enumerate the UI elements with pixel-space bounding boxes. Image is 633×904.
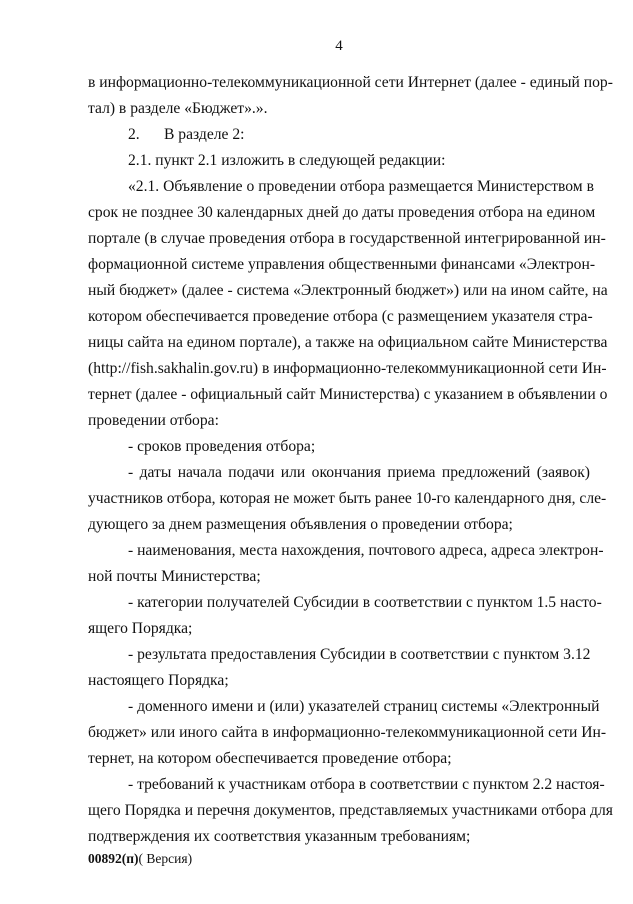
document-version: ( Версия) [138, 851, 193, 866]
list-item-text: В разделе 2: [164, 126, 245, 143]
text-line: портале (в случае проведения отбора в государственной интегрированной ин- [88, 230, 606, 247]
text-line: срок не позднее 30 календарных дней до даты проведения отбора на едином [88, 204, 596, 221]
text-line: подтверждения их соответствия указанным требованиям; [88, 828, 471, 845]
text-line: бюджет» или иного сайта в информационно-телекоммуникационной сети Ин- [88, 724, 607, 741]
list-item-number: 2. [128, 126, 140, 143]
text-line: формационной системе управления общественными финансами «Электрон- [88, 256, 596, 273]
text-line: щего Порядка и перечня документов, представляемых участниками отбора для [88, 802, 613, 819]
text-line: - даты начала подачи или окончания приема предложений (заявок) [128, 464, 590, 481]
text-line: «2.1. Объявление о проведении отбора размещается Министерством в [128, 178, 594, 195]
text-line: (http://fish.sakhalin.gov.ru) в информационно-телекоммуникационной сети Ин- [88, 360, 607, 377]
text-line: - наименования, места нахождения, почтового адреса, адреса электрон- [128, 542, 604, 559]
text-line: - категории получателей Субсидии в соответствии с пунктом 1.5 насто- [128, 594, 602, 611]
text-line: проведении отбора: [88, 412, 219, 429]
text-line: настоящего Порядка; [88, 672, 229, 689]
text-line: тернет, на котором обеспечивается проведение отбора; [88, 750, 452, 767]
document-footer [88, 850, 192, 868]
text-line: участников отбора, которая не может быть ранее 10-го календарного дня, сле- [88, 490, 607, 507]
text-line: в информационно-телекоммуникационной сети Интернет (далее - единый пор- [88, 74, 613, 91]
text-line: тал) в разделе «Бюджет».». [88, 100, 268, 117]
text-line: ящего Порядка; [88, 620, 193, 637]
text-line: ницы сайта на едином портале), а также на официальном сайте Министерства [88, 334, 608, 351]
text-line: ной почты Министерства; [88, 568, 261, 585]
text-line: дующего за днем размещения объявления о проведении отбора; [88, 516, 513, 533]
page-number: 4 [335, 38, 343, 54]
text-line: - результата предоставления Субсидии в соответствии с пунктом 3.12 [128, 646, 591, 663]
text-line: - доменного имени и (или) указателей страниц системы «Электронный [128, 698, 600, 715]
text-line: - требований к участникам отбора в соответствии с пунктом 2.2 настоя- [128, 776, 605, 793]
text-line: котором обеспечивается проведение отбора (с размещением указателя стра- [88, 308, 593, 325]
text-line: 2.1. пункт 2.1 изложить в следующей редакции: [128, 152, 446, 169]
document-code: 00892(п) [88, 851, 139, 866]
text-line: тернет (далее - официальный сайт Министерства) с указанием в объявлении о [88, 386, 608, 403]
text-line: - сроков проведения отбора; [128, 438, 316, 455]
text-line: ный бюджет» (далее - система «Электронный бюджет») или на ином сайте, на [88, 282, 608, 299]
